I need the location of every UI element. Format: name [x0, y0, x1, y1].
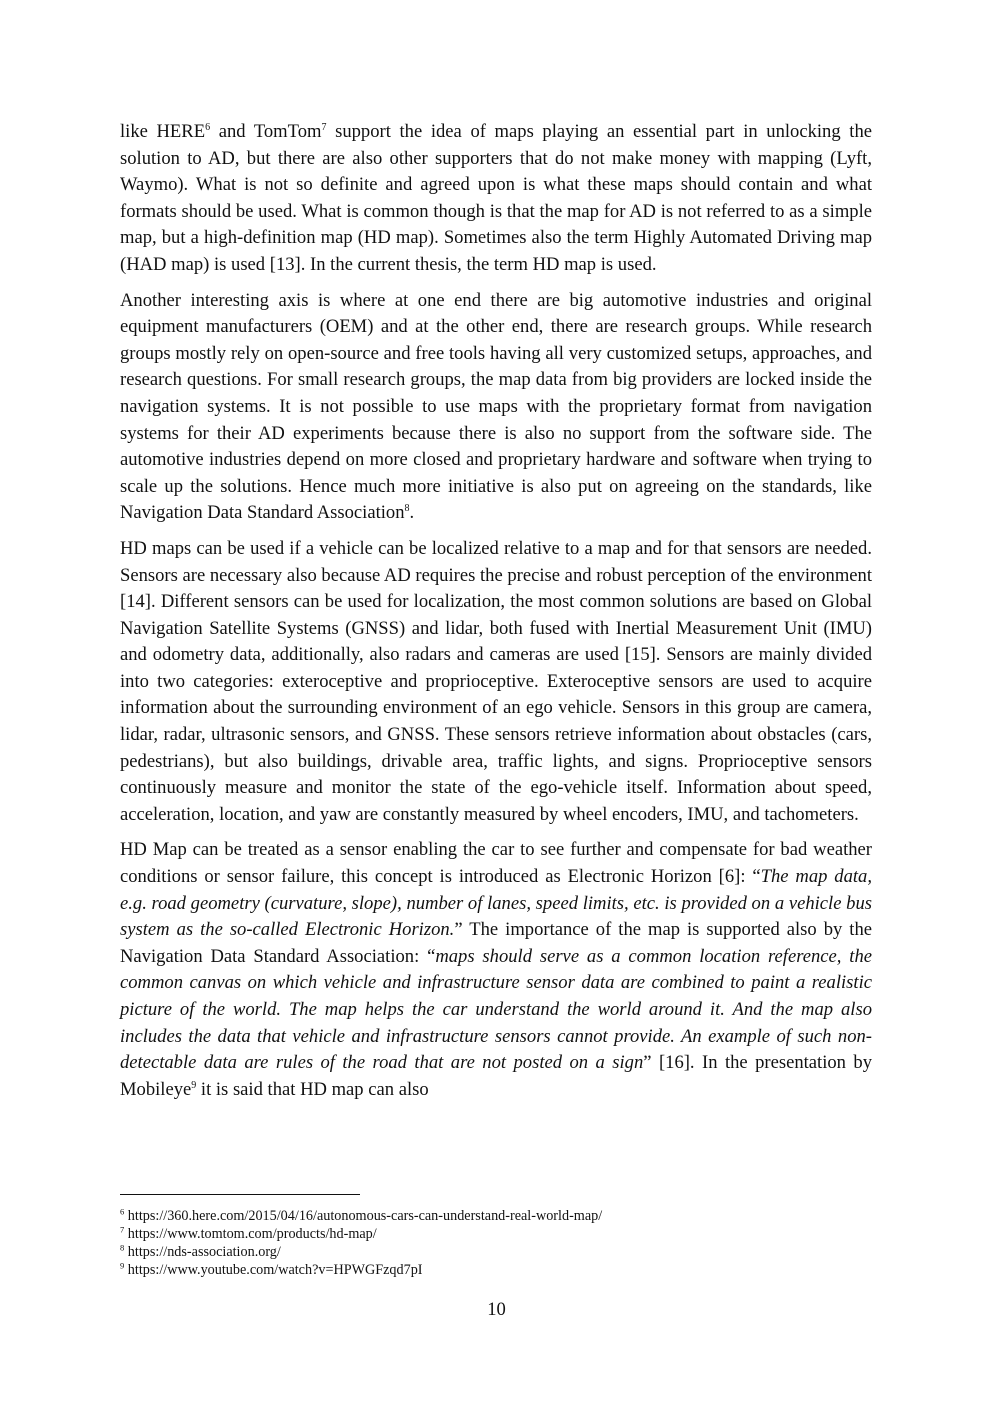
paragraph-text: support the idea of maps playing an essential part in unlocking the solution to AD, but there are also other supporters that do not make money with mapping (Lyft, Waymo). What is not so definite and agreed upon is what these maps should contain and what formats should be used. What is common though is that the map for AD is not referred to as a simple map, but a high-definition map (HD map). Sometimes also the term Highly Automated Driving map (HAD map) is used [13]. In the current thesis, the term HD map is used. — [120, 121, 872, 275]
footnote-number: 9 — [120, 1260, 125, 1271]
paragraph — [120, 536, 872, 829]
footnote-link[interactable]: https://nds-association.org/ — [124, 1244, 281, 1260]
footnote-link[interactable]: https://www.tomtom.com/products/hd-map/ — [124, 1226, 377, 1242]
footnote-reference[interactable]: 9 — [191, 1079, 197, 1091]
footnote-reference[interactable]: 6 — [205, 121, 211, 133]
paragraph — [120, 119, 872, 279]
paragraph-text: HD Map can be treated as a sensor enabling the car to see further and compensate for bad weather conditions or sensor failure, this concept is introduced as Electronic Horizon [6]: “ — [120, 839, 872, 888]
footnote-number: 8 — [120, 1242, 125, 1253]
footnote-divider — [120, 1194, 360, 1195]
footnote-reference[interactable]: 7 — [321, 121, 327, 133]
paragraph-text: and TomTom — [210, 121, 322, 142]
paragraph-text: ” The importance of the map is supported also by the Navigation Data Standard Association: “ — [120, 919, 873, 967]
footnote-reference[interactable]: 8 — [404, 503, 410, 515]
footnote — [120, 1261, 872, 1279]
quotation-text: The map data, e.g. road geometry (curvature, slope), number of lanes, speed limits, etc. is provided on a vehicle bus system as the so-called Electronic Horizon. — [120, 866, 872, 941]
quotation-text: maps should serve as a common location reference, the common canvas on which vehicle and infrastructure sensor data are combined to paint a realistic picture of the world. The map helps the car understand the world around it. And the map also includes the data that vehicle and infrastructure sensors cannot provide. An example of such non-detectable data are rules of the road that are not posted on a sign — [120, 945, 873, 1074]
paragraph-text: . — [409, 502, 415, 524]
paragraph — [120, 288, 872, 527]
paragraph — [120, 837, 872, 1103]
paragraph-text: ” [16]. In the presentation by Mobileye — [120, 1052, 873, 1100]
paragraph-text: like HERE — [120, 121, 206, 142]
footnotes — [120, 1207, 872, 1279]
footnote-number: 7 — [120, 1224, 125, 1235]
paragraph-text: Another interesting axis is where at one end there are big automotive industries and original equipment manufacturers (OEM) and at the other end, there are research groups. While research groups mostly rely on open-source and free tools having all very customized setups, approaches, and research questions. For small research groups, the map data from big providers are locked inside the navigation systems. It is not possible to use maps with the proprietary format from navigation systems for their AD experiments because there is also no support from the software side. The automotive industries depend on more closed and proprietary hardware and software when trying to scale up the solutions. Hence much more initiative is also put on agreeing on the standards, like Navigation Data Standard Association — [120, 289, 872, 524]
paragraph-text: HD maps can be used if a vehicle can be localized relative to a map and for that sensors are needed. Sensors are necessary also because AD requires the precise and robust perception of the environment [14]. Different sensors can be used for localization, the most common solutions are based on Global Navigation Satellite Systems (GNSS) and lidar, both fused with Inertial Measurement Unit (IMU) and odometry data, additionally, also radars and cameras are used [15]. Sensors are mainly divided into two categories: exteroceptive and proprioceptive. Exteroceptive sensors are used to acquire information about the surrounding environment of an ego vehicle. Sensors in this group are camera, lidar, radar, ultrasonic sensors, and GNSS. These sensors retrieve information about obstacles (cars, pedestrians), but also buildings, drivable area, traffic lights, and signs. Proprioceptive sensors continuously measure and monitor the state of the ego-vehicle itself. Information about speed, acceleration, location, and yaw are constantly measured by wheel encoders, IMU, and tachometers. — [120, 537, 872, 825]
body-text — [120, 119, 872, 1112]
footnote-link[interactable]: https://360.here.com/2015/04/16/autonomous-cars-can-understand-real-world-map/ — [124, 1208, 603, 1224]
footnote — [120, 1243, 872, 1261]
footnote — [120, 1207, 872, 1225]
footnote-link[interactable]: https://www.youtube.com/watch?v=HPWGFzqd7pI — [124, 1262, 423, 1278]
footnote-number: 6 — [120, 1206, 125, 1217]
footnote — [120, 1225, 872, 1243]
paragraph-text: it is said that HD map can also — [196, 1078, 429, 1100]
page-number: 10 — [487, 1299, 506, 1320]
